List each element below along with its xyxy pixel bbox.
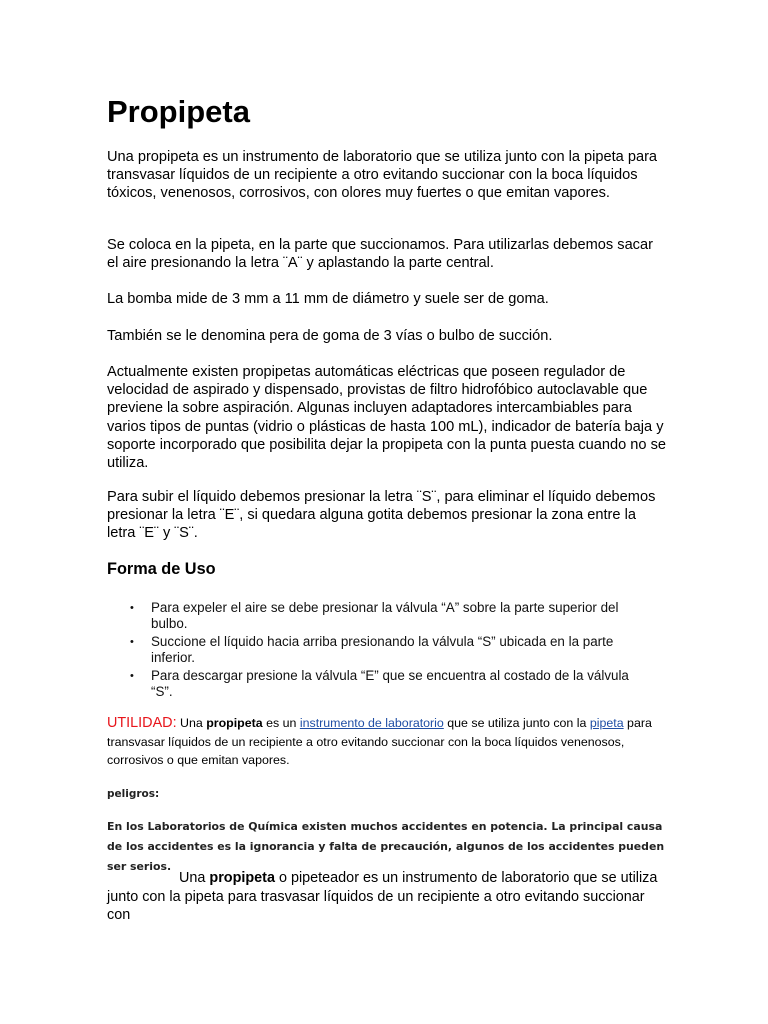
paragraph-automatic: Actualmente existen propipetas automáticas eléctricas que poseen regulador de velocidad de aspirado y dispensado, provistas de filtro hidrofóbico autoclavable que previene la sobre aspiración. Algunas incluyen adaptadores intercambiables para varios tipos de puntas (vidrio o plásticas de hasta 100 mL), indicador de batería baja y soporte incorporado que posibilita dejar la propipeta con la punta puesta cuando no se utiliza.	[107, 364, 667, 472]
utilidad-label: UTILIDAD:	[107, 715, 177, 731]
list-item-text: Para expeler el aire se debe presionar la válvula “A” sobre la parte superior del bulbo.	[151, 600, 619, 632]
utilidad-text-2: es un	[262, 716, 300, 730]
paragraph-size: La bomba mide de 3 mm a 11 mm de diámetro y suele ser de goma.	[107, 291, 549, 307]
bullet-icon: •	[130, 669, 134, 682]
paragraph-letters: Para subir el líquido debemos presionar la letra ¨S¨, para eliminar el líquido debemos presionar la letra ¨E¨, si quedara alguna gotita debemos presionar la zona entre la letra ¨E¨ y ¨S¨.	[107, 489, 656, 542]
peligros-heading: peligros:	[107, 788, 160, 800]
list-item	[130, 634, 650, 667]
last-bold-term: propipeta	[209, 870, 275, 886]
utilidad-bold-term: propipeta	[206, 716, 263, 730]
utilidad-text-1: Una	[176, 716, 207, 730]
paragraph-names: También se le denomina pera de goma de 3 vías o bulbo de succión.	[107, 328, 553, 344]
pipeta-link[interactable]: pipeta	[589, 716, 624, 730]
last-text-1: Una	[179, 870, 210, 886]
list-item	[130, 668, 650, 701]
list-item-text: Para descargar presione la válvula “E” que se encuentra al costado de la válvula “S”.	[151, 667, 629, 700]
peligros-text: En los Laboratorios de Química existen muchos accidentes en potencia. La principal causa de los accidentes es la ignorancia y falta de precaución, algunos de los accidentes pueden ser serios.	[107, 820, 665, 873]
page-title: Propipeta	[107, 94, 250, 129]
last-paragraph	[107, 869, 667, 925]
bullet-icon: •	[130, 635, 134, 648]
utilidad-text-4: para transvasar líquidos de un recipiente a otro evitando succionar con la boca líquidos venenosos, corrosivos o que emitan vapores.	[107, 716, 652, 768]
paragraph-intro: Una propipeta es un instrumento de laboratorio que se utiliza junto con la pipeta para transvasar líquidos de un recipiente a otro evitando succionar con la boca líquidos tóxicos, venenosos, corrosivos, con olores muy fuertes o que emitan vapores.	[107, 149, 658, 202]
last-text-2: o pipeteador es un instrumento de laboratorio que se utiliza junto con la pipeta para trasvasar líquidos de un recipiente a otro evitando succionar con	[107, 870, 658, 923]
forma-de-uso-list	[130, 600, 650, 700]
utilidad-text-3: que se utiliza junto con la	[443, 716, 590, 730]
list-item	[130, 600, 650, 633]
list-item-text: Succione el líquido hacia arriba presionando la válvula “S” ubicada en la parte inferior.	[151, 633, 614, 666]
instrumento-link[interactable]: instrumento de laboratorio	[299, 716, 444, 730]
bullet-icon: •	[130, 602, 134, 614]
utilidad-paragraph	[107, 714, 667, 770]
paragraph-usage: Se coloca en la pipeta, en la parte que succionamos. Para utilizarlas debemos sacar el aire presionando la letra ¨A¨ y aplastando la parte central.	[107, 237, 653, 272]
forma-de-uso-heading: Forma de Uso	[107, 560, 216, 578]
